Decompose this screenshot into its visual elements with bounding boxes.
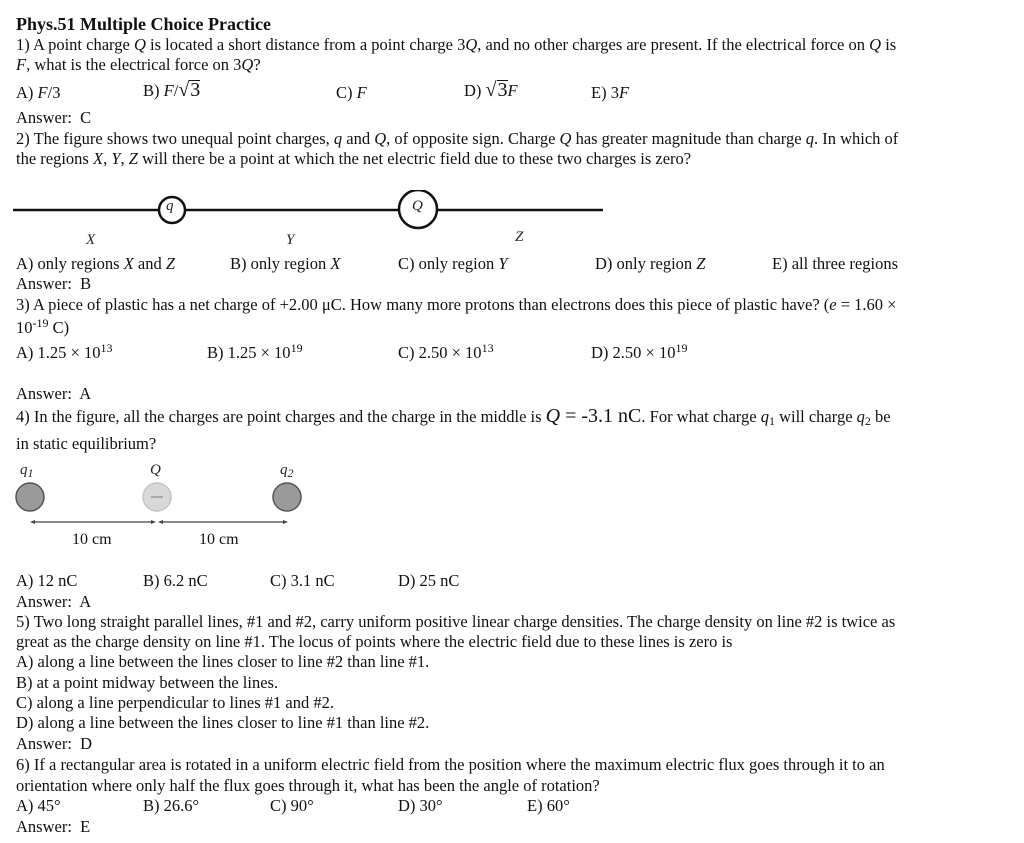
q1-choice-e: E) 3F <box>591 83 630 102</box>
q2-choice-a: A) only regions X and Z <box>16 254 176 273</box>
q6-choice-c: C) 90° <box>270 796 314 815</box>
q2-choice-d: D) only region Z <box>595 254 706 273</box>
q4-distance-1: 10 cm <box>72 531 112 548</box>
q1-answer: Answer: C <box>16 108 92 127</box>
q4-label-q1: $q_1$ <box>20 462 34 480</box>
question-4-text: 4) In the figure, all the charges are point charges and the charge in the middle is Q = -3.1 nC. For what charge $q_1$ will charge $q_2$ be <box>16 405 891 428</box>
q4-choice-c: C) 3.1 nC <box>270 571 335 590</box>
q2-choice-b: B) only region X <box>230 254 341 273</box>
question-3-text-cont: $10^{-19}$ C) <box>16 316 70 337</box>
q5-choice-d: D) along a line between the lines closer to line #1 than line #2. <box>16 713 430 732</box>
q3-choice-c: C) $2.50 \times 10^{13}$ <box>398 341 494 362</box>
q5-choice-c: C) along a line perpendicular to lines #1 and #2. <box>16 693 334 712</box>
q1-choice-a: A) F/3 <box>16 83 61 102</box>
question-5-text: 5) Two long straight parallel lines, #1 and #2, carry uniform positive linear charge densities. The charge density on line #2 is twice as <box>16 612 896 631</box>
q6-choice-e: E) 60° <box>527 796 570 815</box>
q1-choice-b: B) F/√3 <box>143 79 201 101</box>
question-6-text-cont: orientation where only half the flux goes through it, what has been the angle of rotation? <box>16 776 600 795</box>
question-2-text-cont: the regions X, Y, Z will there be a point at which the net electric field due to these two charges is zero? <box>16 149 692 168</box>
q2-answer: Answer: B <box>16 274 92 293</box>
q2-charge-Q-label: Q <box>412 198 423 214</box>
q1-choice-c: C) F <box>336 83 367 102</box>
q6-choice-d: D) 30° <box>398 796 443 815</box>
q2-charge-figure <box>0 190 620 230</box>
question-3-text: 3) A piece of plastic has a net charge of +2.00 μC. How many more protons than electrons does this piece of plastic have? (e = 1.60 × <box>16 295 897 314</box>
question-4-text-cont: in static equilibrium? <box>16 434 157 453</box>
q6-answer: Answer: E <box>16 817 91 836</box>
q4-answer: Answer: A <box>16 592 92 611</box>
q3-choice-d: D) $2.50 \times 10^{19}$ <box>591 341 688 362</box>
q6-choice-b: B) 26.6° <box>143 796 200 815</box>
q2-region-x: X <box>86 232 96 248</box>
q1-choice-d: D) √3F <box>464 79 518 101</box>
question-5-text-cont: great as the charge density on line #1. The locus of points where the electric field due to these lines is zero is <box>16 632 733 651</box>
q5-choice-a: A) along a line between the lines closer to line #2 than line #1. <box>16 652 430 671</box>
question-2-text: 2) The figure shows two unequal point charges, q and Q, of opposite sign. Charge Q has greater magnitude than charge q. In which of <box>16 129 899 148</box>
q3-choice-a: A) $1.25 \times 10^{13}$ <box>16 341 113 362</box>
q5-choice-b: B) at a point midway between the lines. <box>16 673 279 692</box>
q2-choice-c: C) only region Y <box>398 254 508 273</box>
q3-choice-b: B) $1.25 \times 10^{19}$ <box>207 341 303 362</box>
q4-choice-a: A) 12 nC <box>16 571 78 590</box>
question-1-text: 1) A point charge Q is located a short distance from a point charge 3Q, and no other charges are present. If the electrical force on Q is <box>16 35 897 54</box>
question-6-text: 6) If a rectangular area is rotated in a uniform electric field from the position where the maximum electric flux goes through it to an <box>16 755 885 774</box>
q4-choice-b: B) 6.2 nC <box>143 571 208 590</box>
q3-answer: Answer: A <box>16 384 92 403</box>
question-1-text-cont: F, what is the electrical force on 3Q? <box>16 55 261 74</box>
q2-region-y: Y <box>286 232 295 248</box>
q4-label-Q: Q <box>150 462 161 478</box>
q4-choice-d: D) 25 nC <box>398 571 460 590</box>
q2-region-z: Z <box>515 229 524 245</box>
q6-choice-a: A) 45° <box>16 796 61 815</box>
q2-charge-q-label: q <box>166 198 174 214</box>
page-title: Phys.51 Multiple Choice Practice <box>16 14 271 34</box>
q5-answer: Answer: D <box>16 734 93 753</box>
q2-choice-e: E) all three regions <box>772 254 898 273</box>
q4-label-q2: $q_2$ <box>280 462 294 480</box>
q4-distance-2: 10 cm <box>199 531 239 548</box>
